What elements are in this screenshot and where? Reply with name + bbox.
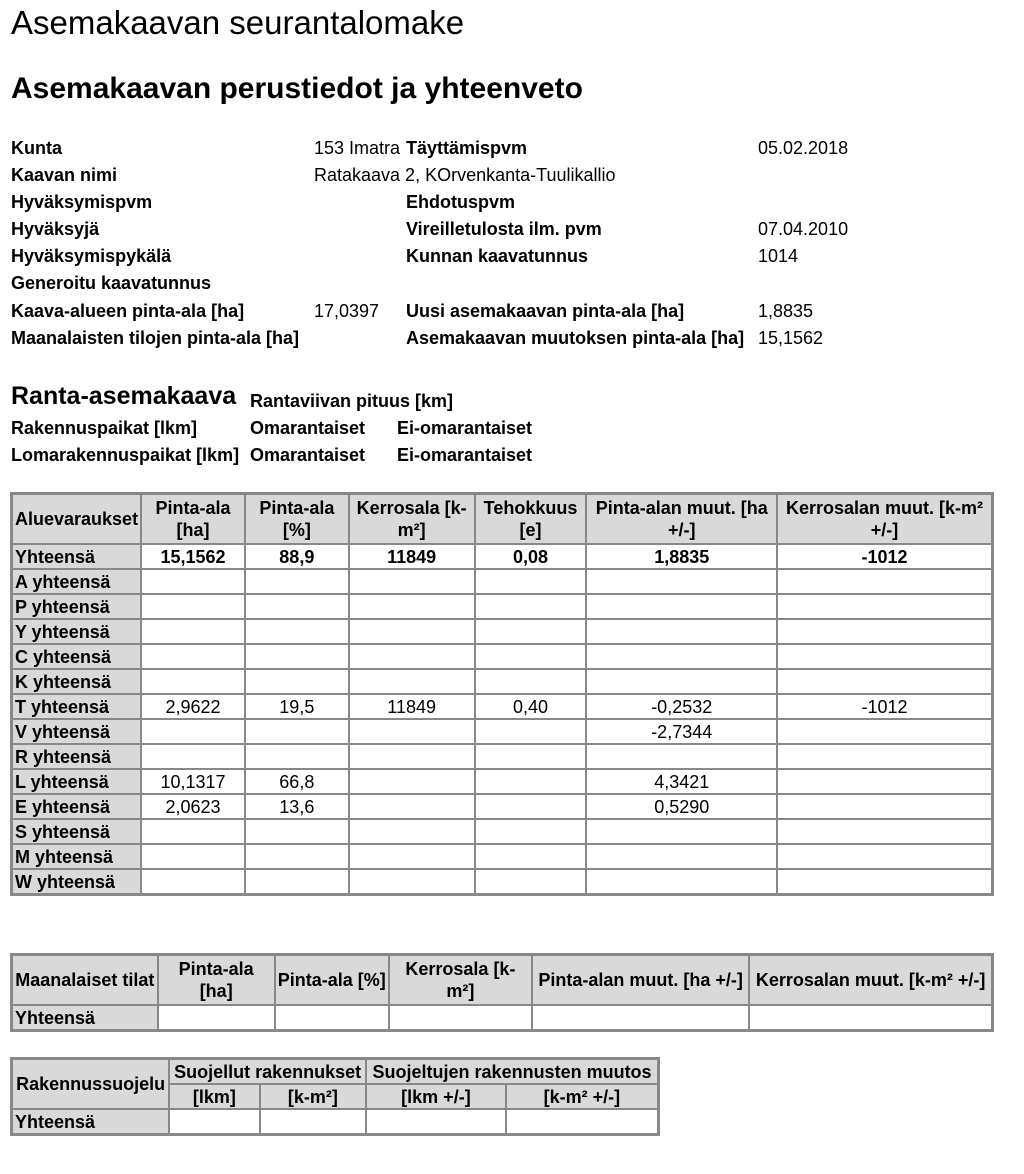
table-cell (245, 819, 349, 844)
table-cell (586, 594, 776, 619)
table-row (12, 1005, 993, 1031)
rakennuspaikat-label: Rakennuspaikat [lkm] (11, 418, 198, 438)
table-cell: 2,0623 (141, 794, 245, 819)
table-row (12, 794, 993, 819)
maanalaisten-tilojen-label: Maanalaisten tilojen pinta-ala [ha] (11, 328, 300, 348)
table-cell: 0,40 (475, 694, 587, 719)
header-m-pinta-alan-muut: Pinta-alan muut. [ha +/-] (532, 955, 749, 1006)
kaava-alueen-pinta-ala-value: 17,0397 (314, 301, 380, 321)
table-cell: 19,5 (245, 694, 349, 719)
table-cell: 0,08 (475, 544, 587, 569)
row-label: A yhteensä (12, 569, 142, 594)
table-cell (141, 819, 245, 844)
header-kerrosalan-muut: Kerrosalan muut. [k-m² +/-] (777, 494, 993, 545)
maanalaiset-yhteensa-label: Yhteensä (12, 1005, 158, 1031)
table-row (12, 594, 993, 619)
table-cell (141, 569, 245, 594)
vireille-value: 07.04.2010 (758, 219, 849, 239)
row-label: C yhteensä (12, 644, 142, 669)
kaavan-nimi-value: Ratakaava 2, KOrvenkanta-Tuulikallio (314, 165, 616, 185)
row-label: Y yhteensä (12, 619, 142, 644)
lomarakennuspaikat-ei-omarantaiset: Ei-omarantaiset (397, 445, 533, 465)
table-cell (475, 769, 587, 794)
header-maanalaiset-tilat: Maanalaiset tilat (12, 955, 158, 1006)
rantaviiva-label: Rantaviivan pituus [km] (250, 391, 454, 411)
generoitu-kaavatunnus-label: Generoitu kaavatunnus (11, 273, 212, 293)
table-cell (245, 644, 349, 669)
row-label: P yhteensä (12, 594, 142, 619)
table-row (12, 569, 993, 594)
header-kerrosala: Kerrosala [k-m²] (349, 494, 475, 545)
table-cell (141, 594, 245, 619)
table-cell (475, 869, 587, 895)
table-cell (586, 569, 776, 594)
table-cell (349, 569, 475, 594)
maanalaiset-header-row (12, 955, 993, 1006)
aluevaraukset-table (10, 492, 994, 896)
table-cell: 0,5290 (586, 794, 776, 819)
table-cell (777, 669, 993, 694)
kaava-alueen-pinta-ala-label: Kaava-alueen pinta-ala [ha] (11, 301, 245, 321)
table-cell (777, 719, 993, 744)
table-cell (260, 1109, 366, 1135)
uusi-pinta-ala-label: Uusi asemakaavan pinta-ala [ha] (406, 301, 685, 321)
table-cell (475, 619, 587, 644)
table-cell (777, 844, 993, 869)
table-row (12, 844, 993, 869)
table-cell (749, 1005, 992, 1031)
table-cell (777, 619, 993, 644)
table-cell (586, 744, 776, 769)
row-label: E yhteensä (12, 794, 142, 819)
table-row (12, 694, 993, 719)
table-row (12, 719, 993, 744)
header-suojeltujen-muutos: Suojeltujen rakennusten muutos (366, 1059, 658, 1085)
table-cell (141, 644, 245, 669)
kaavan-nimi-label: Kaavan nimi (11, 165, 118, 185)
table-cell (245, 594, 349, 619)
table-cell (349, 819, 475, 844)
table-cell (141, 869, 245, 895)
table-cell (586, 669, 776, 694)
maanalaiset-tilat-table (10, 953, 994, 1032)
table-cell (349, 669, 475, 694)
table-cell (141, 669, 245, 694)
row-label: V yhteensä (12, 719, 142, 744)
header-k-m2: [k-m²] (260, 1084, 366, 1109)
rakennuspaikat-ei-omarantaiset: Ei-omarantaiset (397, 418, 533, 438)
header-k-m2-muutos: [k-m² +/-] (506, 1084, 659, 1109)
table-cell (349, 769, 475, 794)
table-row (12, 544, 993, 569)
table-row (12, 819, 993, 844)
document-title: Asemakaavan seurantalomake (11, 4, 465, 41)
table-cell (349, 869, 475, 895)
muutoksen-pinta-ala-value: 15,1562 (758, 328, 824, 348)
table-row (12, 644, 993, 669)
header-m-kerrosalan-muut: Kerrosalan muut. [k-m² +/-] (749, 955, 992, 1006)
kunta-value: 153 Imatra (314, 138, 401, 158)
table-cell (777, 769, 993, 794)
suojelu-yhteensa-label: Yhteensä (12, 1109, 170, 1135)
table-cell (586, 619, 776, 644)
table-cell (475, 794, 587, 819)
hyvaksymispykala-label: Hyväksymispykälä (11, 246, 172, 266)
hyvaksymispvm-label: Hyväksymispvm (11, 192, 153, 212)
table-cell (349, 644, 475, 669)
kunnan-kaavatunnus-value: 1014 (758, 246, 799, 266)
suojelu-header-row-1 (12, 1059, 659, 1085)
row-label: K yhteensä (12, 669, 142, 694)
header-suojellut-rakennukset: Suojellut rakennukset (169, 1059, 366, 1085)
table-cell: -0,2532 (586, 694, 776, 719)
table-cell: 1,8835 (586, 544, 776, 569)
table-cell (586, 844, 776, 869)
table-cell (366, 1109, 506, 1135)
table-cell (245, 569, 349, 594)
table-cell: 11849 (349, 694, 475, 719)
table-cell (506, 1109, 659, 1135)
table-cell (245, 619, 349, 644)
ehdotuspvm-label: Ehdotuspvm (406, 192, 516, 212)
table-cell (349, 719, 475, 744)
header-pinta-ala-ha: Pinta-ala [ha] (141, 494, 245, 545)
row-label: M yhteensä (12, 844, 142, 869)
table-cell (275, 1005, 389, 1031)
table-cell (586, 644, 776, 669)
table-cell (475, 819, 587, 844)
row-label: L yhteensä (12, 769, 142, 794)
table-cell (349, 844, 475, 869)
row-label: S yhteensä (12, 819, 142, 844)
row-label: R yhteensä (12, 744, 142, 769)
header-tehokkuus: Tehokkuus [e] (475, 494, 587, 545)
lomarakennuspaikat-label: Lomarakennuspaikat [lkm] (11, 445, 240, 465)
table-cell (586, 869, 776, 895)
header-pinta-alan-muut: Pinta-alan muut. [ha +/-] (586, 494, 776, 545)
table-cell (349, 744, 475, 769)
header-m-kerrosala: Kerrosala [k-m²] (389, 955, 532, 1006)
kunnan-kaavatunnus-label: Kunnan kaavatunnus (406, 246, 589, 266)
table-cell: 4,3421 (586, 769, 776, 794)
table-cell: -2,7344 (586, 719, 776, 744)
table-cell (349, 794, 475, 819)
table-cell: 10,1317 (141, 769, 245, 794)
table-row (12, 744, 993, 769)
table-cell (777, 794, 993, 819)
table-row (12, 869, 993, 895)
table-cell (777, 744, 993, 769)
header-lkm-muutos: [lkm +/-] (366, 1084, 506, 1109)
table-cell: -1012 (777, 694, 993, 719)
table-cell (777, 569, 993, 594)
row-label: Yhteensä (12, 544, 142, 569)
table-cell (245, 844, 349, 869)
table-cell (349, 619, 475, 644)
header-rakennussuojelu: Rakennussuojelu (12, 1059, 170, 1110)
table-cell (532, 1005, 749, 1031)
table-cell (158, 1005, 275, 1031)
hyvaksyja-label: Hyväksyjä (11, 219, 100, 239)
table-cell (475, 719, 587, 744)
table-cell (586, 819, 776, 844)
table-cell: 13,6 (245, 794, 349, 819)
table-cell: 88,9 (245, 544, 349, 569)
table-cell (475, 569, 587, 594)
table-cell (245, 719, 349, 744)
table-cell (349, 594, 475, 619)
row-label: T yhteensä (12, 694, 142, 719)
aluevaraukset-header-row (12, 494, 993, 545)
tayttamispvm-value: 05.02.2018 (758, 138, 849, 158)
table-cell (777, 869, 993, 895)
table-cell: 15,1562 (141, 544, 245, 569)
table-cell (475, 594, 587, 619)
kunta-label: Kunta (11, 138, 62, 158)
table-cell (475, 744, 587, 769)
table-row (12, 669, 993, 694)
table-row (12, 1109, 659, 1135)
table-cell (245, 869, 349, 895)
header-m-pinta-ala-pct: Pinta-ala [%] (275, 955, 389, 1006)
table-cell (475, 669, 587, 694)
lomarakennuspaikat-omarantaiset: Omarantaiset (250, 445, 366, 465)
table-cell (245, 744, 349, 769)
table-cell: -1012 (777, 544, 993, 569)
header-aluevaraukset: Aluevaraukset (12, 494, 142, 545)
table-cell (245, 669, 349, 694)
table-cell (141, 719, 245, 744)
table-row (12, 619, 993, 644)
vireille-label: Vireilletulosta ilm. pvm (406, 219, 602, 239)
table-cell (475, 644, 587, 669)
section-title: Asemakaavan perustiedot ja yhteenveto (11, 72, 583, 105)
table-cell: 66,8 (245, 769, 349, 794)
ranta-asemakaava-title: Ranta-asemakaava (11, 382, 237, 410)
table-cell (389, 1005, 532, 1031)
uusi-pinta-ala-value: 1,8835 (758, 301, 814, 321)
table-cell (141, 619, 245, 644)
table-cell (475, 844, 587, 869)
rakennuspaikat-omarantaiset: Omarantaiset (250, 418, 366, 438)
tayttamispvm-label: Täyttämispvm (406, 138, 528, 158)
table-cell (777, 644, 993, 669)
row-label: W yhteensä (12, 869, 142, 895)
header-m-pinta-ala-ha: Pinta-ala [ha] (158, 955, 275, 1006)
table-cell (141, 844, 245, 869)
muutoksen-pinta-ala-label: Asemakaavan muutoksen pinta-ala [ha] (406, 328, 745, 348)
header-pinta-ala-pct: Pinta-ala [%] (245, 494, 349, 545)
table-cell (169, 1109, 259, 1135)
table-cell (777, 594, 993, 619)
table-cell: 11849 (349, 544, 475, 569)
table-cell: 2,9622 (141, 694, 245, 719)
header-lkm: [lkm] (169, 1084, 259, 1109)
table-row (12, 769, 993, 794)
table-cell (141, 744, 245, 769)
rakennussuojelu-table (10, 1057, 660, 1136)
table-cell (777, 819, 993, 844)
